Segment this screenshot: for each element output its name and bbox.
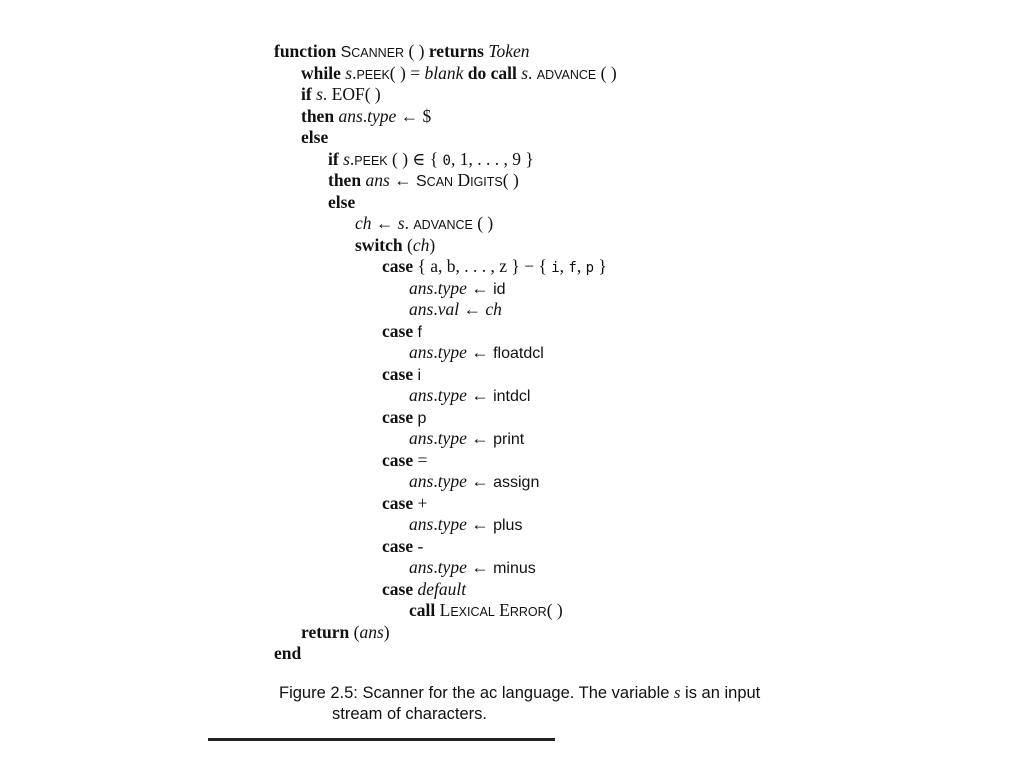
code-token: . xyxy=(433,428,438,448)
code-token: s xyxy=(521,62,529,83)
code-line xyxy=(409,277,506,301)
code-token: function xyxy=(274,41,337,61)
code-line xyxy=(382,449,427,471)
code-token: . xyxy=(433,277,438,298)
code-token: ( ) xyxy=(472,213,494,233)
code-token: ← xyxy=(466,514,494,534)
code-token: - xyxy=(413,535,424,556)
code-line xyxy=(382,363,421,387)
code-token: type xyxy=(437,514,467,534)
code-token: ← xyxy=(466,385,494,405)
code-token: ← xyxy=(466,428,494,448)
code-token: case xyxy=(382,535,414,556)
code-token: ans xyxy=(409,471,434,491)
code-line xyxy=(301,105,431,127)
code-token: if xyxy=(328,148,339,169)
code-token: ( xyxy=(349,621,360,642)
code-token: ( ) xyxy=(502,170,519,190)
code-line xyxy=(382,578,466,600)
code-token: print xyxy=(493,431,525,448)
code-token: s xyxy=(343,148,350,169)
code-token: { a, b, . . . , z } − { xyxy=(413,256,552,276)
code-token: f xyxy=(568,260,577,276)
caption-variable: s xyxy=(674,683,681,702)
code-token: ( xyxy=(402,234,413,255)
code-token: end xyxy=(274,643,302,663)
code-token: PEEK xyxy=(356,67,390,82)
caption-prefix: Figure 2.5: Scanner for the ac language. The variable xyxy=(279,684,675,702)
code-token: ADVANCE xyxy=(413,218,473,232)
code-line xyxy=(274,40,530,64)
code-token: = xyxy=(413,449,428,470)
code-line xyxy=(301,83,381,105)
code-token: case xyxy=(382,492,414,513)
code-token: . xyxy=(433,471,438,491)
code-token: floatdcl xyxy=(493,345,544,362)
code-token: case xyxy=(382,449,414,470)
code-token: ← xyxy=(466,557,494,577)
code-token: id xyxy=(493,280,506,298)
code-token: ← xyxy=(389,170,416,190)
code-token: minus xyxy=(493,560,536,577)
code-token: } xyxy=(594,256,607,276)
code-token: . xyxy=(362,105,368,126)
code-token: ← xyxy=(371,213,398,233)
code-token: else xyxy=(301,127,329,147)
code-token: . xyxy=(433,342,438,362)
code-token: while xyxy=(301,62,341,83)
code-token: ans xyxy=(359,621,384,642)
code-token: ans xyxy=(409,428,434,448)
code-token: ans xyxy=(409,514,434,534)
code-token: then xyxy=(301,105,335,126)
caption-line-2: stream of characters. xyxy=(332,705,487,723)
code-token: ) xyxy=(429,234,436,255)
code-line xyxy=(301,62,617,86)
code-token: RROR xyxy=(509,605,547,619)
code-line xyxy=(355,234,435,256)
code-token: blank xyxy=(424,62,464,83)
code-line xyxy=(382,406,426,430)
code-line xyxy=(409,427,524,451)
code-token: returns xyxy=(428,41,484,61)
code-token: . xyxy=(349,148,355,169)
code-token: do xyxy=(467,62,487,83)
code-token: type xyxy=(437,557,467,577)
code-token: val xyxy=(437,299,460,319)
code-token: , xyxy=(576,256,586,276)
code-token: if xyxy=(301,84,312,104)
code-line xyxy=(409,298,502,320)
code-token: type xyxy=(437,385,467,405)
code-token: . xyxy=(433,514,438,534)
code-token: ← xyxy=(459,299,486,319)
code-token: . EOF( ) xyxy=(322,84,381,104)
code-line xyxy=(328,148,534,172)
code-token: + xyxy=(413,492,428,513)
code-token: ← xyxy=(466,342,494,362)
code-token: ans xyxy=(409,342,434,362)
code-token: call xyxy=(490,62,517,83)
code-token: ans xyxy=(409,385,434,405)
code-token: case xyxy=(382,320,414,341)
code-token: type xyxy=(437,471,467,491)
code-token: type xyxy=(437,342,467,362)
code-token: ( ) = xyxy=(389,62,425,83)
code-token: type xyxy=(437,277,467,298)
code-token: . xyxy=(433,299,438,319)
code-token: ans xyxy=(338,105,363,126)
code-token: i xyxy=(417,366,422,384)
code-line xyxy=(301,621,390,643)
code-token: p xyxy=(585,260,595,276)
code-token: ) xyxy=(383,621,390,642)
code-token: s xyxy=(316,84,323,104)
code-token: ch xyxy=(355,213,372,233)
code-token: , xyxy=(559,256,569,276)
code-token: D xyxy=(453,170,471,190)
caption-suffix: is an input xyxy=(680,684,761,702)
code-token: s xyxy=(345,62,353,83)
code-line xyxy=(409,599,563,623)
code-token: Token xyxy=(488,41,530,61)
code-line xyxy=(328,169,519,193)
code-line xyxy=(355,212,493,236)
code-token: p xyxy=(417,409,427,427)
code-token: case xyxy=(382,578,414,599)
code-token: ← xyxy=(466,277,494,298)
code-token: ← $ xyxy=(396,105,432,126)
code-token: case xyxy=(382,406,414,427)
code-token: i xyxy=(551,260,560,276)
code-token: S xyxy=(416,173,427,190)
code-token: type xyxy=(437,428,467,448)
code-line xyxy=(409,470,539,494)
code-line xyxy=(328,191,355,213)
code-line xyxy=(382,320,422,344)
code-token: f xyxy=(417,323,422,341)
code-token: S xyxy=(340,44,352,61)
code-token: . xyxy=(433,557,438,577)
code-token: case xyxy=(382,256,414,276)
code-line xyxy=(409,556,536,580)
code-token: ← xyxy=(466,471,494,491)
code-token: intdcl xyxy=(493,388,531,405)
code-token: ans xyxy=(365,170,390,190)
footnote-rule xyxy=(208,738,555,741)
code-token: . xyxy=(433,385,438,405)
code-token: plus xyxy=(493,517,523,534)
code-token: ( ) ∈ { xyxy=(387,148,443,169)
code-token: . xyxy=(528,62,537,83)
code-token: s xyxy=(397,213,405,233)
code-token: ( ) xyxy=(546,600,563,620)
code-token: , 1, . . . , 9 } xyxy=(450,148,534,169)
code-token: 0 xyxy=(442,152,451,169)
code-line xyxy=(382,255,607,279)
code-token: call xyxy=(409,600,436,620)
code-token: . xyxy=(352,62,357,83)
code-token: ans xyxy=(409,277,434,298)
code-token: case xyxy=(382,363,414,384)
code-line xyxy=(409,513,522,537)
code-token: then xyxy=(328,170,362,190)
code-token: ( ) xyxy=(404,41,429,61)
code-token: else xyxy=(328,191,356,212)
figure-caption xyxy=(279,682,839,725)
code-token: EXICAL xyxy=(450,605,495,619)
code-token: assign xyxy=(493,474,540,491)
code-token: default xyxy=(417,578,467,599)
code-line xyxy=(409,341,544,365)
code-token: E xyxy=(494,600,510,620)
code-line xyxy=(382,535,423,557)
code-token: type xyxy=(367,105,397,126)
code-token: IGITS xyxy=(470,175,503,189)
code-line xyxy=(409,384,530,408)
code-token: . xyxy=(404,213,414,233)
code-token: CAN xyxy=(426,175,454,189)
code-token: ch xyxy=(485,299,502,319)
code-token: ADVANCE xyxy=(536,67,597,82)
code-token: return xyxy=(301,621,350,642)
code-token: ans xyxy=(409,299,434,319)
code-token: L xyxy=(435,600,451,620)
code-token: ch xyxy=(412,234,430,255)
code-token: switch xyxy=(355,234,403,255)
code-token: ans xyxy=(409,557,434,577)
code-token: CANNER xyxy=(351,46,405,60)
code-token: ( ) xyxy=(596,62,617,83)
code-line xyxy=(301,126,328,148)
code-line xyxy=(274,642,301,664)
code-token: PEEK xyxy=(354,153,388,168)
code-line xyxy=(382,492,427,514)
